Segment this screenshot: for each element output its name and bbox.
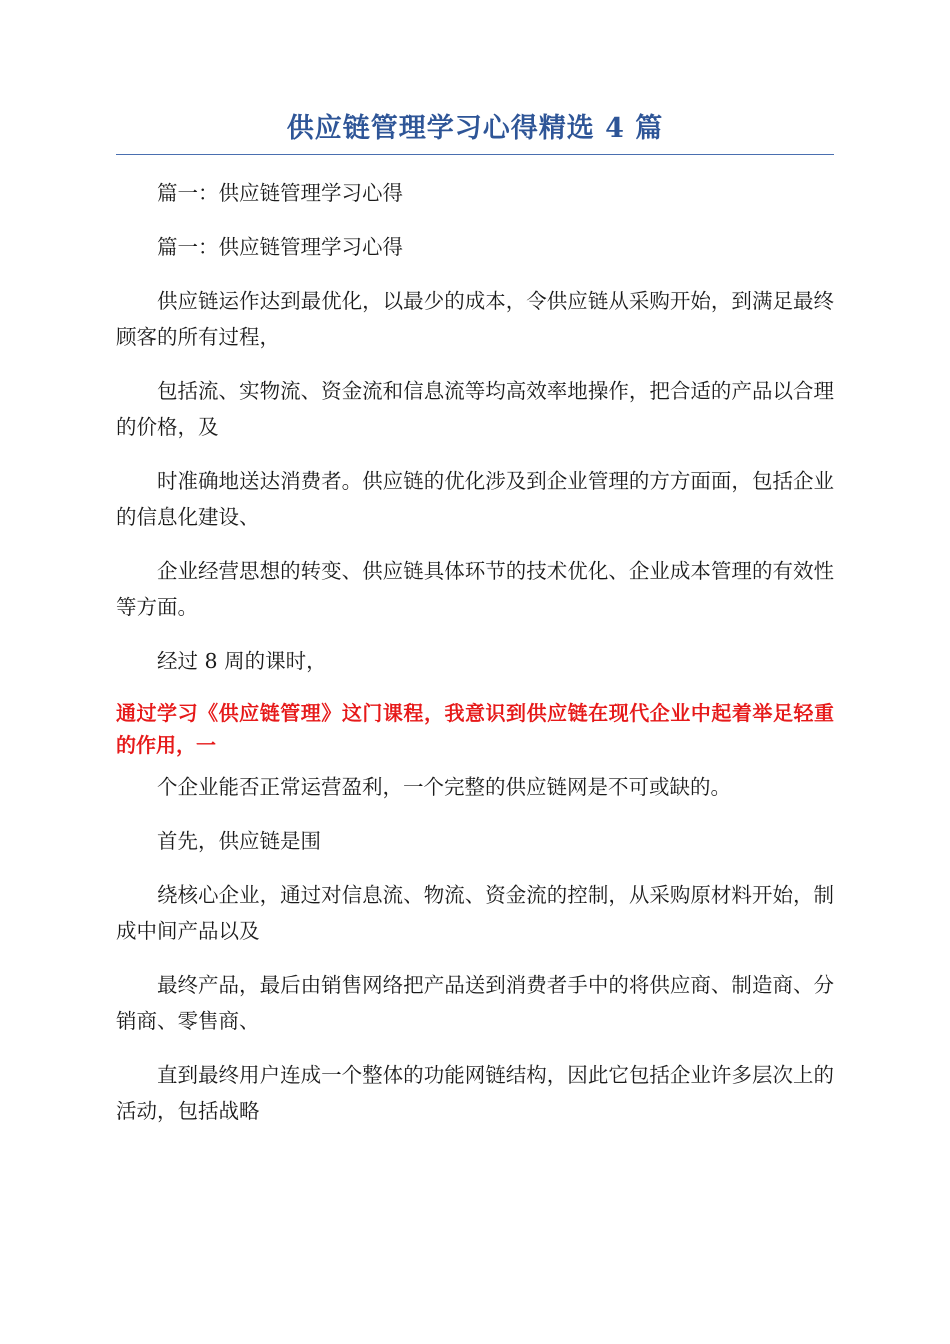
body-paragraph: 直到最终用户连成一个整体的功能网链结构，因此它包括企业许多层次上的活动，包括战略 (116, 1063, 834, 1123)
body-paragraph: 企业经营思想的转变、供应链具体环节的技术优化、企业成本管理的有效性等方面。 (116, 559, 834, 619)
section-heading: 篇一：供应链管理学习心得 (157, 181, 403, 205)
body-paragraph: 经过 8 周的课时， (157, 649, 327, 673)
body-paragraph: 时准确地送达消费者。供应链的优化涉及到企业管理的方方面面，包括企业的信息化建设、 (116, 469, 834, 529)
section-heading: 篇一：供应链管理学习心得 (157, 235, 403, 259)
body-paragraph: 绕核心企业，通过对信息流、物流、资金流的控制，从采购原材料开始，制成中间产品以及 (116, 883, 834, 943)
body-paragraph: 个企业能否正常运营盈利，一个完整的供应链网是不可或缺的。 (157, 775, 731, 799)
document-body (116, 175, 834, 1129)
highlighted-paragraph: 通过学习《供应链管理》这门课程，我意识到供应链在现代企业中起着举足轻重的作用，一 (116, 701, 834, 757)
body-paragraph: 供应链运作达到最优化，以最少的成本，令供应链从采购开始，到满足最终顾客的所有过程， (116, 289, 834, 349)
body-paragraph: 首先，供应链是围 (157, 829, 321, 853)
document-page (116, 110, 834, 1147)
body-paragraph: 最终产品，最后由销售网络把产品送到消费者手中的将供应商、制造商、分销商、零售商、 (116, 973, 834, 1033)
body-paragraph: 包括流、实物流、资金流和信息流等均高效率地操作，把合适的产品以合理的价格，及 (116, 379, 834, 439)
document-title: 供应链管理学习心得精选 4 篇 (116, 110, 834, 155)
